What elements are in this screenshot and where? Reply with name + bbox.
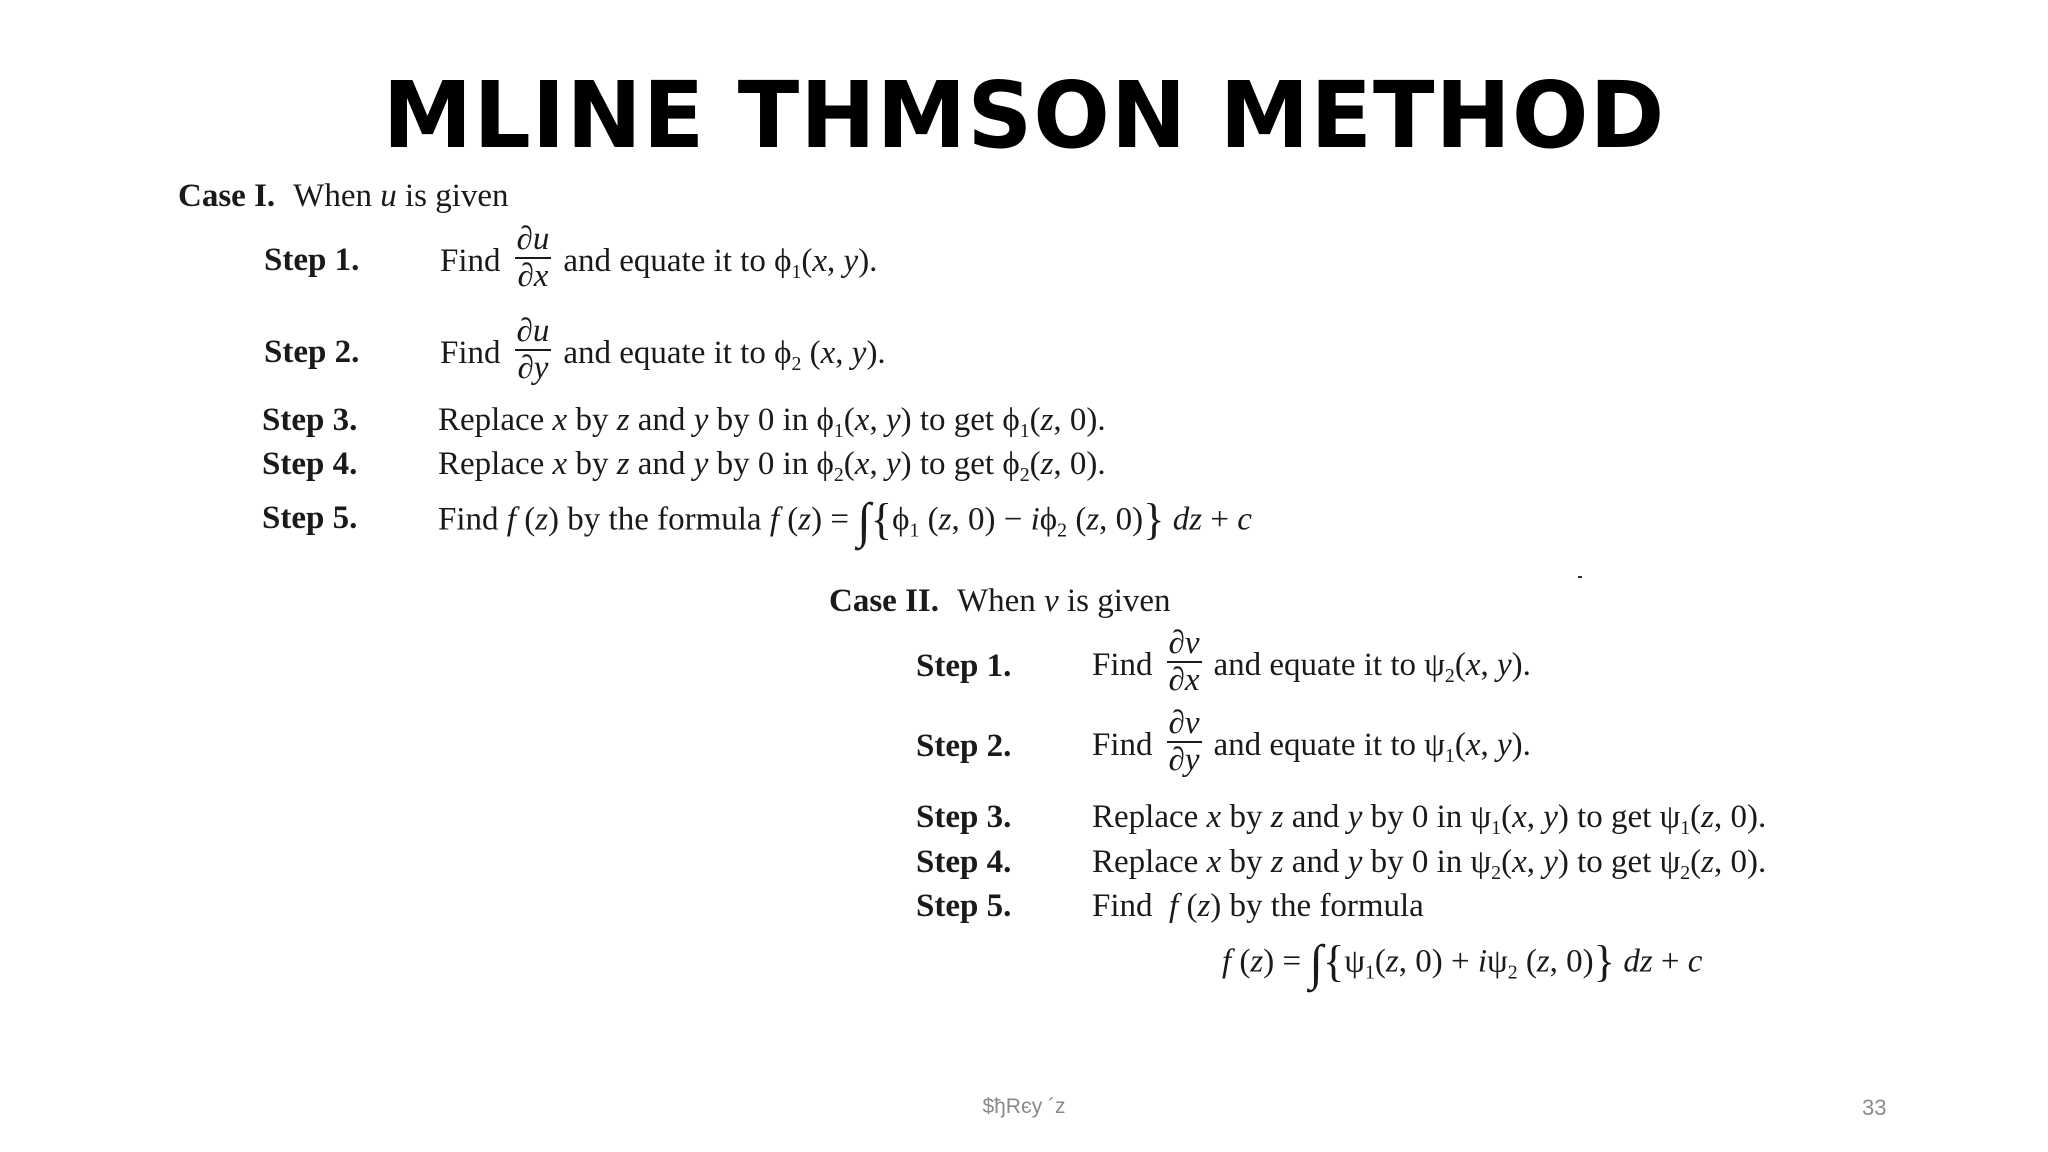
step-label: Step 1. [916, 648, 1012, 684]
case-1-heading [178, 178, 509, 215]
case-2-heading-text: When v is given [957, 583, 1171, 619]
step-label: Step 5. [916, 888, 1012, 924]
step-text: Find f (z) by the formula f $(z) = \int\{\phi_1$ (z, $0) - i\phi_2$ (z, 0)} dz + c [438, 493, 1252, 548]
footer-author: $ђRєy ´z [982, 1095, 1066, 1118]
find-word: Find [440, 335, 501, 372]
step-text: and equate it to $\psi_1(x$, y). [1213, 727, 1531, 768]
case-1-label: Case I. [178, 178, 276, 214]
step-label: Step 4. [916, 844, 1012, 880]
step-label: Step 2. [916, 728, 1012, 764]
step-text: Replace x by z and y by 0 in $\phi_2(x$, y) to get $\phi_2(z$, 0). [438, 446, 1106, 486]
step-text: and equate it to $\phi_1(x$, y). [563, 243, 878, 284]
step-text: Replace x by z and y by 0 in $\phi_1(x$, y) to get $\phi_1(z$, 0). [438, 402, 1106, 442]
step-text: Replace x by z and y by 0 in $\psi_2(x$, y) to get $\psi_2(z$, 0). [1092, 844, 1767, 884]
step-label: Step 4. [262, 446, 358, 482]
case-2-heading [829, 583, 1171, 620]
step-text: and equate it to $\psi_2(x$, y). [1213, 647, 1531, 688]
partial-fraction: $\frac{\partial v}{\partial x}$ [1168, 625, 1200, 698]
partial-fraction: $\frac{\partial u}{\partial x}$ [516, 221, 550, 294]
step-label: Step 3. [262, 402, 358, 438]
step-label: Step 3. [916, 799, 1012, 835]
case-2-label: Case II. [829, 583, 940, 619]
step-label: Step 5. [262, 500, 358, 536]
step-text: Find f (z) by the formula [1092, 888, 1424, 924]
find-word: Find [440, 243, 501, 280]
slide-title: MLINE THMSON METHOD [382, 62, 1666, 169]
partial-fraction: $\frac{\partial u}{\partial y}$ [516, 313, 550, 386]
formula-text: f $(z) = \int\{\psi_1(z$, $0) + i\psi_2$ (z, 0)} dz + c [1222, 935, 1703, 990]
page-number: 33 [1862, 1095, 1887, 1120]
find-word: Find [1092, 647, 1153, 684]
partial-fraction: $\frac{\partial v}{\partial y}$ [1168, 705, 1200, 778]
step-label: Step 1. [264, 242, 360, 278]
step-text: Replace x by z and y by 0 in $\psi_1(x$, y) to get $\psi_1(z$, 0). [1092, 799, 1767, 839]
step-text: and equate it to $\phi_2$ (x, y). [563, 335, 886, 376]
find-word: Find [1092, 727, 1153, 764]
step-label: Step 2. [264, 334, 360, 370]
stray-mark [1578, 576, 1582, 578]
case-1-heading-text: When u is given [293, 178, 509, 214]
